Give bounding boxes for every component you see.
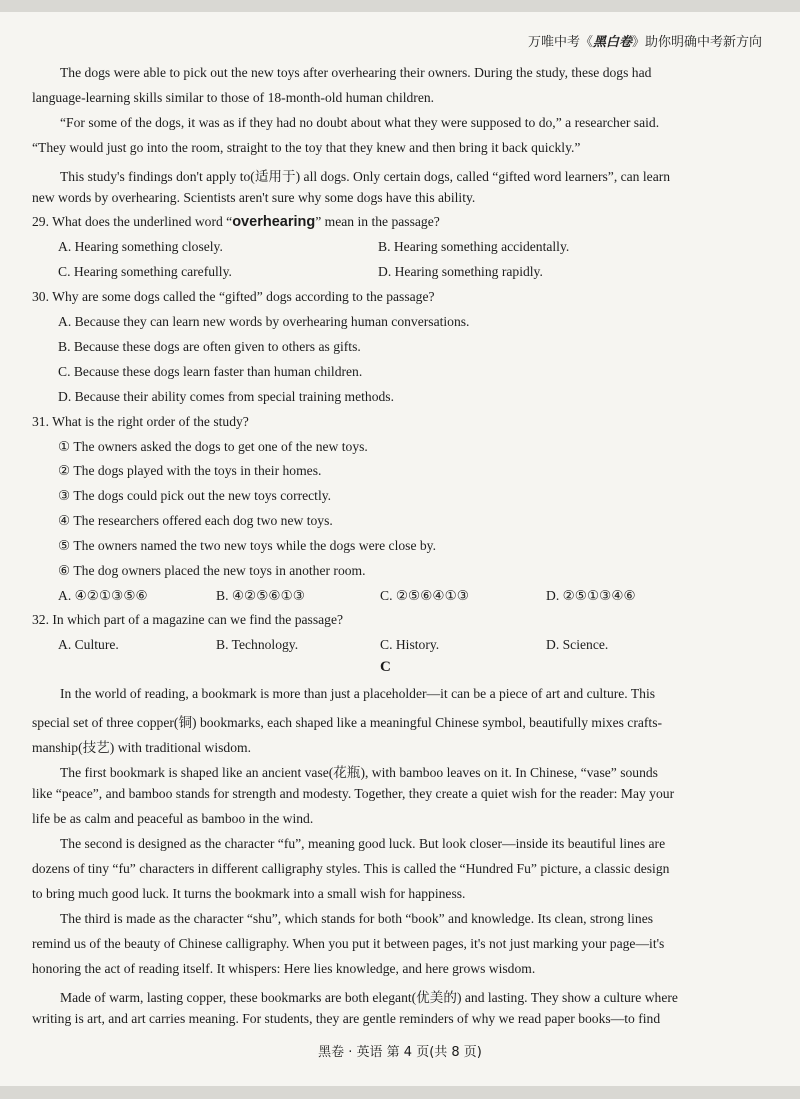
passage-b-line: language-learning skills similar to those of 18-month-old human children. [32, 90, 435, 105]
q31-step-3: ③ The dogs could pick out the new toys correctly. [58, 488, 332, 503]
passage-c-line: dozens of tiny “fu” characters in different calligraphy styles. This is called the “Hundred Fu” picture, a classic design [32, 861, 670, 876]
q29-option-c: C. Hearing something carefully. [58, 264, 232, 279]
passage-c-line: honoring the act of reading itself. It whispers: Here lies knowledge, and here grows wisdom. [32, 961, 536, 976]
q29-option-b: B. Hearing something accidentally. [378, 239, 570, 254]
q32-option-b: B. Technology. [216, 637, 299, 652]
keyword-overhearing: overhearing [232, 214, 316, 230]
question-31-stem: 31. What is the right order of the study? [32, 414, 249, 429]
passage-c-line: life be as calm and peaceful as bamboo in the wind. [32, 811, 314, 826]
passage-c-line: Made of warm, lasting copper, these bookmarks are both elegant(优美的) and lasting. They show a culture where [60, 990, 678, 1005]
question-32-stem: 32. In which part of a magazine can we find the passage? [32, 612, 344, 627]
header-brand: 黑白卷 [592, 35, 632, 50]
q31-option-a: A. ④②①③⑤⑥ [58, 588, 148, 603]
scan-bottom-edge [0, 1086, 800, 1099]
page-footer: 黑卷 · 英语 第 4 页(共 8 页) [318, 1045, 482, 1060]
passage-c-line: The second is designed as the character “fu”, meaning good luck. But look closer—inside its beautiful lines are [60, 836, 666, 851]
q30-option-d: D. Because their ability comes from special training methods. [58, 389, 394, 404]
page-header: 万唯中考《黑白卷》助你明确中考新方向 [527, 35, 762, 50]
q31-option-d: D. ②⑤①③④⑥ [546, 588, 636, 603]
q31-step-1: ① The owners asked the dogs to get one of the new toys. [58, 439, 368, 454]
passage-b-line: new words by overhearing. Scientists aren't sure why some dogs have this ability. [32, 190, 476, 205]
passage-b-line: “They would just go into the room, straight to the toy that they knew and then bring it back quickly.” [32, 140, 581, 155]
passage-b-line: The dogs were able to pick out the new toys after overhearing their owners. During the study, these dogs had [60, 65, 652, 80]
q31-step-4: ④ The researchers offered each dog two new toys. [58, 513, 333, 528]
passage-c-line: writing is art, and art carries meaning. For students, they are gentle reminders of why we read paper books—to find [32, 1011, 661, 1026]
section-c-label: C [380, 659, 391, 675]
passage-c-line: In the world of reading, a bookmark is more than just a placeholder—it can be a piece of art and culture. This [60, 686, 656, 701]
q32-option-a: A. Culture. [58, 637, 119, 652]
q31-step-6: ⑥ The dog owners placed the new toys in another room. [58, 563, 366, 578]
q29-option-d: D. Hearing something rapidly. [378, 264, 543, 279]
passage-c-line: manship(技艺) with traditional wisdom. [32, 740, 251, 755]
q31-option-b: B. ④②⑤⑥①③ [216, 588, 305, 603]
passage-c-line: The first bookmark is shaped like an ancient vase(花瓶), with bamboo leaves on it. In Chinese, “vase” sounds [60, 765, 658, 780]
q30-option-a: A. Because they can learn new words by overhearing human conversations. [58, 314, 470, 329]
q31-step-5: ⑤ The owners named the two new toys while the dogs were close by. [58, 538, 436, 553]
question-30-stem: 30. Why are some dogs called the “gifted” dogs according to the passage? [32, 289, 435, 304]
question-29-stem: 29. What does the underlined word “overhearing” mean in the passage? [32, 214, 440, 230]
passage-c-line: to bring much good luck. It turns the bookmark into a small wish for happiness. [32, 886, 466, 901]
q32-option-c: C. History. [380, 637, 440, 652]
q31-option-c: C. ②⑤⑥④①③ [380, 588, 469, 603]
q29-option-a: A. Hearing something closely. [58, 239, 223, 254]
passage-c-line: The third is made as the character “shu”, which stands for both “book” and knowledge. Its clean, strong lines [60, 911, 654, 926]
q30-option-b: B. Because these dogs are often given to others as gifts. [58, 339, 361, 354]
q31-step-2: ② The dogs played with the toys in their homes. [58, 463, 322, 478]
passage-b-line: “For some of the dogs, it was as if they had no doubt about what they were supposed to do,” a researcher said. [60, 115, 660, 130]
passage-c-line: remind us of the beauty of Chinese calligraphy. When you put it between pages, it's not just marking your page—it's [32, 936, 665, 951]
scan-top-edge [0, 0, 800, 12]
q30-option-c: C. Because these dogs learn faster than human children. [58, 364, 363, 379]
passage-c-line: special set of three copper(铜) bookmarks, each shaped like a meaningful Chinese symbol, beautifully mixes crafts- [32, 715, 663, 730]
passage-c-line: like “peace”, and bamboo stands for strength and modesty. Together, they create a quiet wish for the reader: May your [32, 786, 675, 801]
passage-b-line: This study's findings don't apply to(适用于) all dogs. Only certain dogs, called “gifted word learners”, can learn [60, 169, 671, 184]
q32-option-d: D. Science. [546, 637, 609, 652]
